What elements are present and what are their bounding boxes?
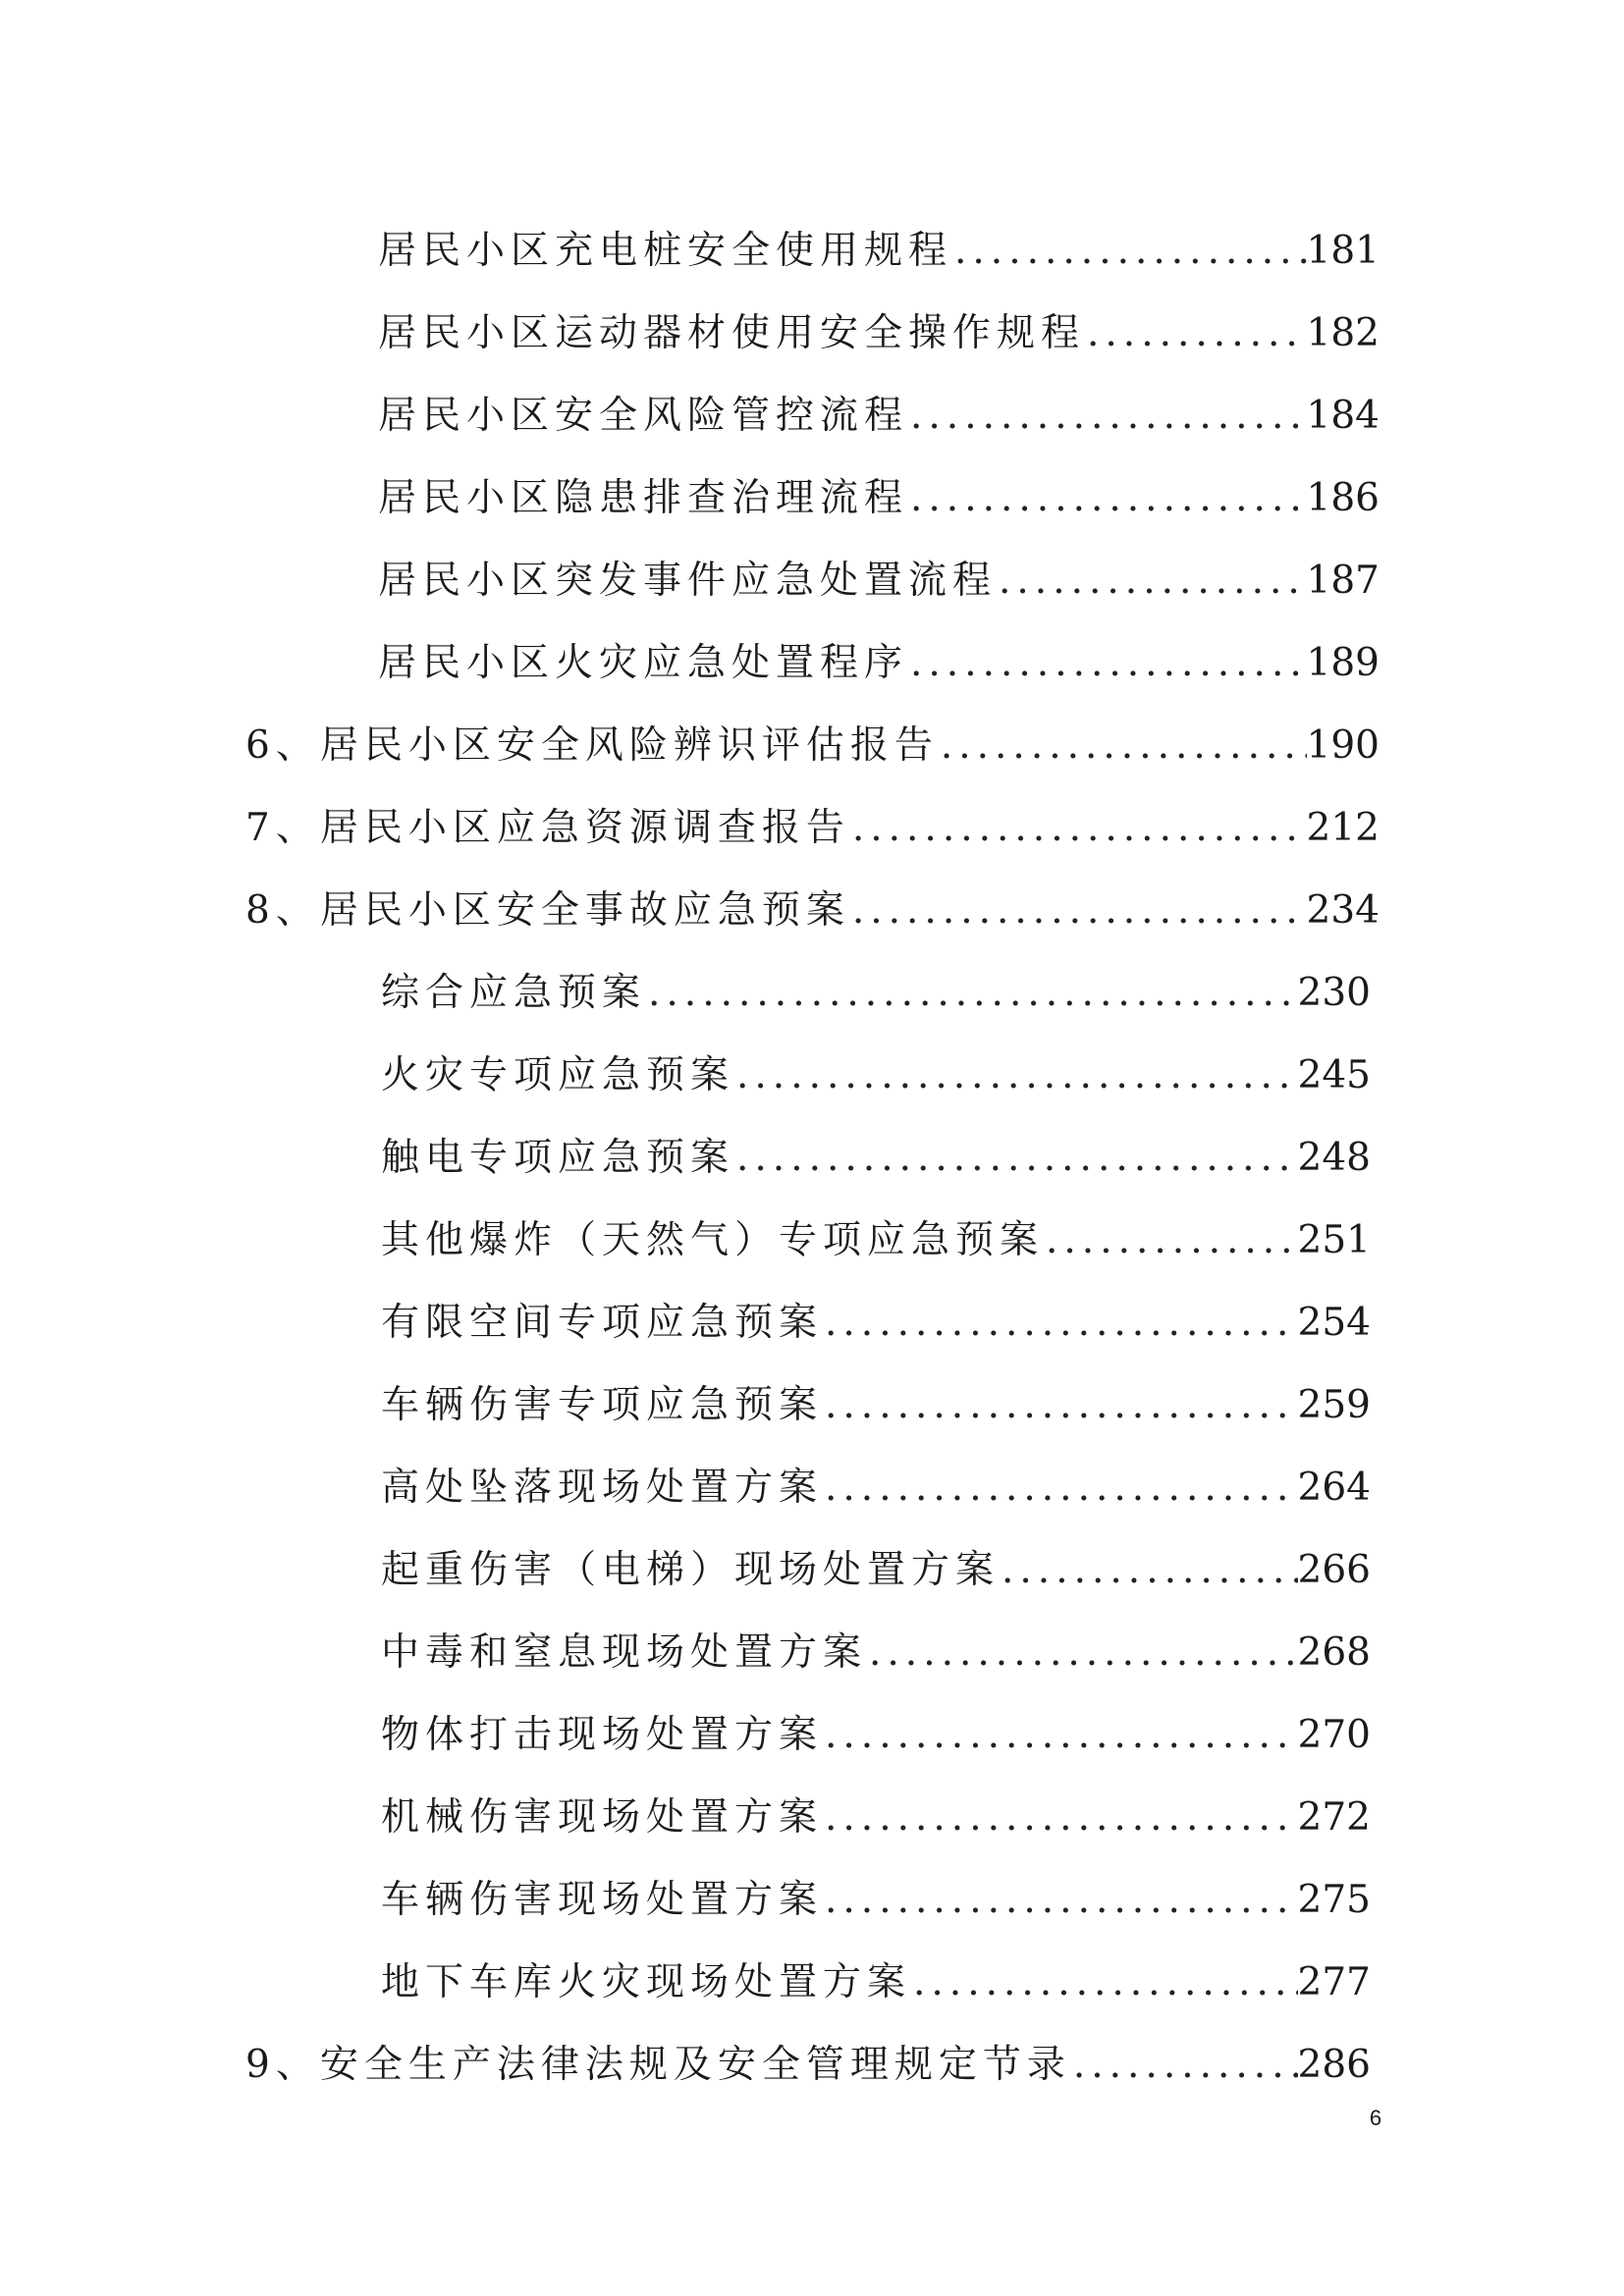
toc-entry-page: 272	[1297, 1795, 1371, 1840]
toc-entry-page: 254	[1297, 1301, 1371, 1345]
toc-dot-leader	[1071, 2036, 1298, 2095]
toc-entry-page: 286	[1297, 2043, 1371, 2087]
toc-dot-leader	[908, 634, 1307, 693]
toc-entry-title: 有限空间专项应急预案	[381, 1301, 824, 1345]
toc-entry-page: 264	[1297, 1466, 1371, 1510]
toc-dot-leader	[939, 717, 1307, 775]
toc-entry-page: 234	[1306, 888, 1380, 933]
toc-dot-leader	[823, 1294, 1298, 1353]
toc-entry-title: 车辆伤害现场处置方案	[381, 1878, 824, 1922]
toc-entry-title: 7、居民小区应急资源调查报告	[245, 806, 850, 850]
toc-dot-leader	[850, 881, 1307, 940]
toc-dot-leader	[911, 1953, 1298, 2012]
toc-entry	[378, 552, 1380, 611]
toc-dot-leader	[850, 799, 1307, 858]
toc-entry-page: 190	[1306, 723, 1380, 768]
toc-entry-page: 248	[1297, 1136, 1371, 1180]
toc-entry-page: 268	[1297, 1630, 1371, 1675]
toc-entry-title: 车辆伤害专项应急预案	[381, 1383, 824, 1427]
toc-entry	[381, 1376, 1371, 1435]
toc-entry-page: 275	[1297, 1878, 1371, 1922]
toc-entry	[381, 1541, 1371, 1600]
toc-entry-title: 居民小区充电桩安全使用规程	[378, 229, 953, 273]
toc-entry-title: 居民小区隐患排查治理流程	[378, 476, 909, 520]
toc-entry	[381, 964, 1371, 1023]
toc-entry	[381, 1953, 1371, 2012]
toc-entry-title: 居民小区突发事件应急处置流程	[378, 559, 998, 603]
toc-entry-page: 189	[1306, 641, 1380, 685]
toc-dot-leader	[1085, 304, 1307, 363]
toc-dot-leader	[823, 1871, 1298, 1930]
toc-entry-title: 居民小区火灾应急处置程序	[378, 641, 909, 685]
toc-entry	[381, 1789, 1371, 1847]
toc-entry-title: 物体打击现场处置方案	[381, 1713, 824, 1757]
toc-entry-page: 181	[1306, 229, 1380, 273]
toc-dot-leader	[734, 1129, 1298, 1188]
toc-entry	[381, 1294, 1371, 1353]
toc-dot-leader	[823, 1789, 1298, 1847]
toc-entry-title: 其他爆炸（天然气）专项应急预案	[381, 1218, 1045, 1262]
toc-entry	[381, 1624, 1371, 1682]
toc-entry	[381, 1129, 1371, 1188]
toc-entry	[245, 881, 1380, 940]
toc-entry	[381, 1211, 1371, 1270]
toc-dot-leader	[823, 1706, 1298, 1765]
toc-entry	[378, 222, 1380, 281]
toc-entry-title: 9、安全生产法律法规及安全管理规定节录	[245, 2043, 1071, 2087]
toc-entry	[381, 1871, 1371, 1930]
toc-entry	[381, 1706, 1371, 1765]
toc-entry-page: 184	[1306, 394, 1380, 438]
toc-entry-title: 机械伤害现场处置方案	[381, 1795, 824, 1840]
toc-entry-page: 266	[1297, 1548, 1371, 1592]
toc-entry-title: 触电专项应急预案	[381, 1136, 735, 1180]
toc-dot-leader	[734, 1046, 1298, 1105]
toc-dot-leader	[867, 1624, 1298, 1682]
toc-entry	[378, 387, 1380, 446]
toc-entry	[245, 2036, 1371, 2095]
toc-dot-leader	[908, 387, 1307, 446]
toc-entry	[378, 304, 1380, 363]
toc-entry-title: 中毒和窒息现场处置方案	[381, 1630, 868, 1675]
toc-entry-title: 地下车库火灾现场处置方案	[381, 1960, 912, 2004]
page-number: 6	[1369, 2106, 1382, 2130]
toc-entry-title: 火灾专项应急预案	[381, 1053, 735, 1097]
toc-entry-title: 8、居民小区安全事故应急预案	[245, 888, 850, 933]
toc-entry-page: 187	[1306, 559, 1380, 603]
toc-dot-leader	[823, 1459, 1298, 1518]
toc-dot-leader	[1000, 1541, 1298, 1600]
toc-dot-leader	[823, 1376, 1298, 1435]
toc-entry-page: 186	[1306, 476, 1380, 520]
toc-entry	[245, 799, 1380, 858]
toc-dot-leader	[952, 222, 1307, 281]
toc-entry-title: 起重伤害（电梯）现场处置方案	[381, 1548, 1001, 1592]
toc-entry-page: 251	[1297, 1218, 1371, 1262]
toc-dot-leader	[646, 964, 1298, 1023]
toc-entry-page: 230	[1297, 971, 1371, 1015]
toc-entry	[381, 1459, 1371, 1518]
toc-entry	[378, 634, 1380, 693]
toc-entry-title: 居民小区运动器材使用安全操作规程	[378, 311, 1086, 355]
toc-dot-leader	[997, 552, 1307, 611]
toc-entry-title: 6、居民小区安全风险辨识评估报告	[245, 723, 939, 768]
toc-entry-title: 高处坠落现场处置方案	[381, 1466, 824, 1510]
toc-dot-leader	[908, 469, 1307, 528]
toc-entry	[378, 469, 1380, 528]
toc-entry-page: 212	[1306, 806, 1380, 850]
toc-entry-page: 259	[1297, 1383, 1371, 1427]
toc-entry	[381, 1046, 1371, 1105]
toc-entry-page: 245	[1297, 1053, 1371, 1097]
toc-entry-title: 综合应急预案	[381, 971, 647, 1015]
toc-dot-leader	[1044, 1211, 1298, 1270]
toc-entry-page: 270	[1297, 1713, 1371, 1757]
toc-entry-title: 居民小区安全风险管控流程	[378, 394, 909, 438]
toc-entry-page: 277	[1297, 1960, 1371, 2004]
toc-entry	[245, 717, 1380, 775]
toc-entry-page: 182	[1306, 311, 1380, 355]
